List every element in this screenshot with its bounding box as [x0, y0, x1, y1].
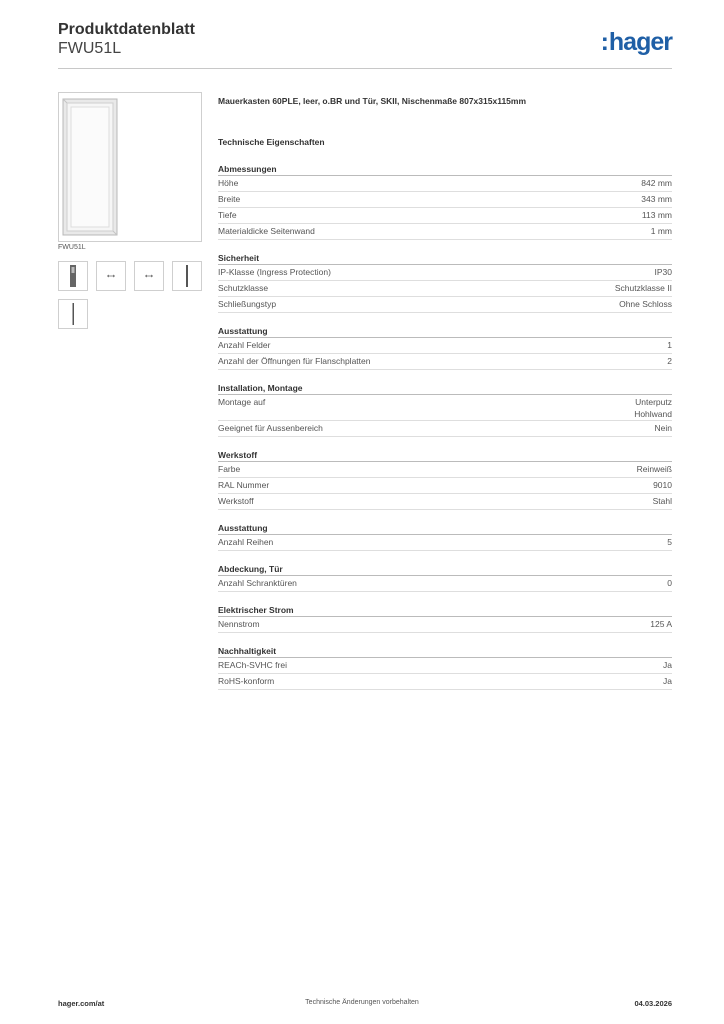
spec-label: Materialdicke Seitenwand: [218, 226, 315, 236]
technical-heading: Technische Eigenschaften: [218, 137, 325, 147]
spec-row: [218, 494, 672, 510]
spec-row: [218, 176, 672, 192]
brand-logo: [601, 28, 672, 57]
spec-row: [218, 354, 672, 370]
spec-row: [218, 395, 672, 421]
product-description: Mauerkasten 60PLE, leer, o.BR und Tür, SKII, Nischenmaße 807x315x115mm: [218, 96, 527, 106]
side-view-icon: [173, 262, 201, 290]
spec-value: Schutzklasse II: [614, 283, 672, 293]
spec-row: [218, 576, 672, 592]
spec-label: Tiefe: [218, 210, 237, 220]
spec-label: Montage auf: [218, 397, 266, 407]
spec-value: Unterputz Hohlwand: [634, 397, 672, 419]
width-dimension-icon: [97, 262, 125, 290]
spec-label: IP-Klasse (Ingress Protection): [218, 267, 331, 277]
thumbnail-profile[interactable]: [58, 299, 88, 329]
spec-value: 5: [667, 537, 672, 547]
spec-group: [218, 645, 672, 690]
product-image[interactable]: [58, 92, 202, 242]
footer-disclaimer: Technische Änderungen vorbehalten: [305, 999, 419, 1006]
spec-group: [218, 252, 672, 313]
image-caption: FWU51L: [58, 244, 86, 251]
spec-label: RoHS-konform: [218, 676, 275, 686]
spec-value: 2: [667, 356, 672, 366]
spec-value: 113 mm: [641, 210, 672, 220]
specification-section: [218, 96, 672, 702]
spec-value: 842 mm: [641, 178, 672, 188]
spec-value: Nein: [654, 423, 672, 433]
spec-group-title: Nachhaltigkeit: [218, 645, 672, 658]
spec-value: Ohne Schloss: [619, 299, 672, 309]
spec-group-title: Installation, Montage: [218, 382, 672, 395]
spec-row: [218, 617, 672, 633]
spec-label: Anzahl der Öffnungen für Flanschplatten: [218, 356, 371, 366]
footer-date: 04.03.2026: [634, 999, 672, 1008]
spec-value: 1: [667, 340, 672, 350]
thumbnail-front[interactable]: [58, 261, 88, 291]
spec-label: Höhe: [218, 178, 239, 188]
spec-label: Schließungstyp: [218, 299, 277, 309]
spec-label: Nennstrom: [218, 619, 260, 629]
spec-row: [218, 674, 672, 690]
logo-colon-icon: :: [600, 28, 608, 56]
spec-row: [218, 421, 672, 437]
spec-value: Reinweiß: [636, 464, 672, 474]
spec-label: RAL Nummer: [218, 480, 270, 490]
logo-text: hager: [608, 28, 672, 56]
spec-row: [218, 208, 672, 224]
spec-row: [218, 192, 672, 208]
spec-row: [218, 462, 672, 478]
spec-label: Anzahl Schranktüren: [218, 578, 297, 588]
spec-label: Schutzklasse: [218, 283, 269, 293]
spec-group: [218, 449, 672, 510]
spec-value: 0: [667, 578, 672, 588]
spec-value: IP30: [654, 267, 672, 277]
spec-label: Anzahl Reihen: [218, 537, 274, 547]
enclosure-image-icon: [59, 93, 201, 241]
spec-group-title: Ausstattung: [218, 522, 672, 535]
spec-label: Farbe: [218, 464, 241, 474]
profile-view-icon: [59, 300, 87, 328]
spec-group: [218, 522, 672, 551]
spec-group: [218, 382, 672, 437]
spec-group: [218, 325, 672, 370]
spec-row: [218, 224, 672, 240]
spec-value: Ja: [663, 676, 672, 686]
spec-row: [218, 658, 672, 674]
header-divider: [58, 68, 672, 69]
spec-label: Werkstoff: [218, 496, 254, 506]
spec-row: [218, 281, 672, 297]
spec-value: 1 mm: [650, 226, 672, 236]
front-view-icon: [59, 262, 87, 290]
spec-group-title: Abdeckung, Tür: [218, 563, 672, 576]
spec-row: [218, 265, 672, 281]
spec-value: Ja: [663, 660, 672, 670]
spec-label: Anzahl Felder: [218, 340, 271, 350]
spec-group: [218, 604, 672, 633]
spec-label: REACh-SVHC frei: [218, 660, 287, 670]
spec-label: Geeignet für Aussenbereich: [218, 423, 323, 433]
spec-group-title: Sicherheit: [218, 252, 672, 265]
spec-value: Stahl: [652, 496, 672, 506]
spec-group-title: Elektrischer Strom: [218, 604, 672, 617]
spec-group: [218, 563, 672, 592]
thumbnail-depth[interactable]: [134, 261, 164, 291]
spec-row: [218, 535, 672, 551]
depth-dimension-icon: [135, 262, 163, 290]
spec-groups: [218, 163, 672, 690]
thumbnail-width[interactable]: [96, 261, 126, 291]
spec-group-title: Ausstattung: [218, 325, 672, 338]
spec-row: [218, 478, 672, 494]
spec-group-title: Werkstoff: [218, 449, 672, 462]
spec-value: 343 mm: [641, 194, 672, 204]
product-code: FWU51L: [58, 40, 122, 57]
spec-label: Breite: [218, 194, 241, 204]
spec-value: 9010: [653, 480, 672, 490]
page-title: Produktdatenblatt: [58, 21, 195, 38]
thumbnail-side[interactable]: [172, 261, 202, 291]
footer-website-link[interactable]: hager.com/at: [58, 999, 105, 1008]
spec-group: [218, 163, 672, 240]
spec-value: 125 A: [650, 619, 672, 629]
spec-group-title: Abmessungen: [218, 163, 672, 176]
spec-row: [218, 297, 672, 313]
spec-row: [218, 338, 672, 354]
